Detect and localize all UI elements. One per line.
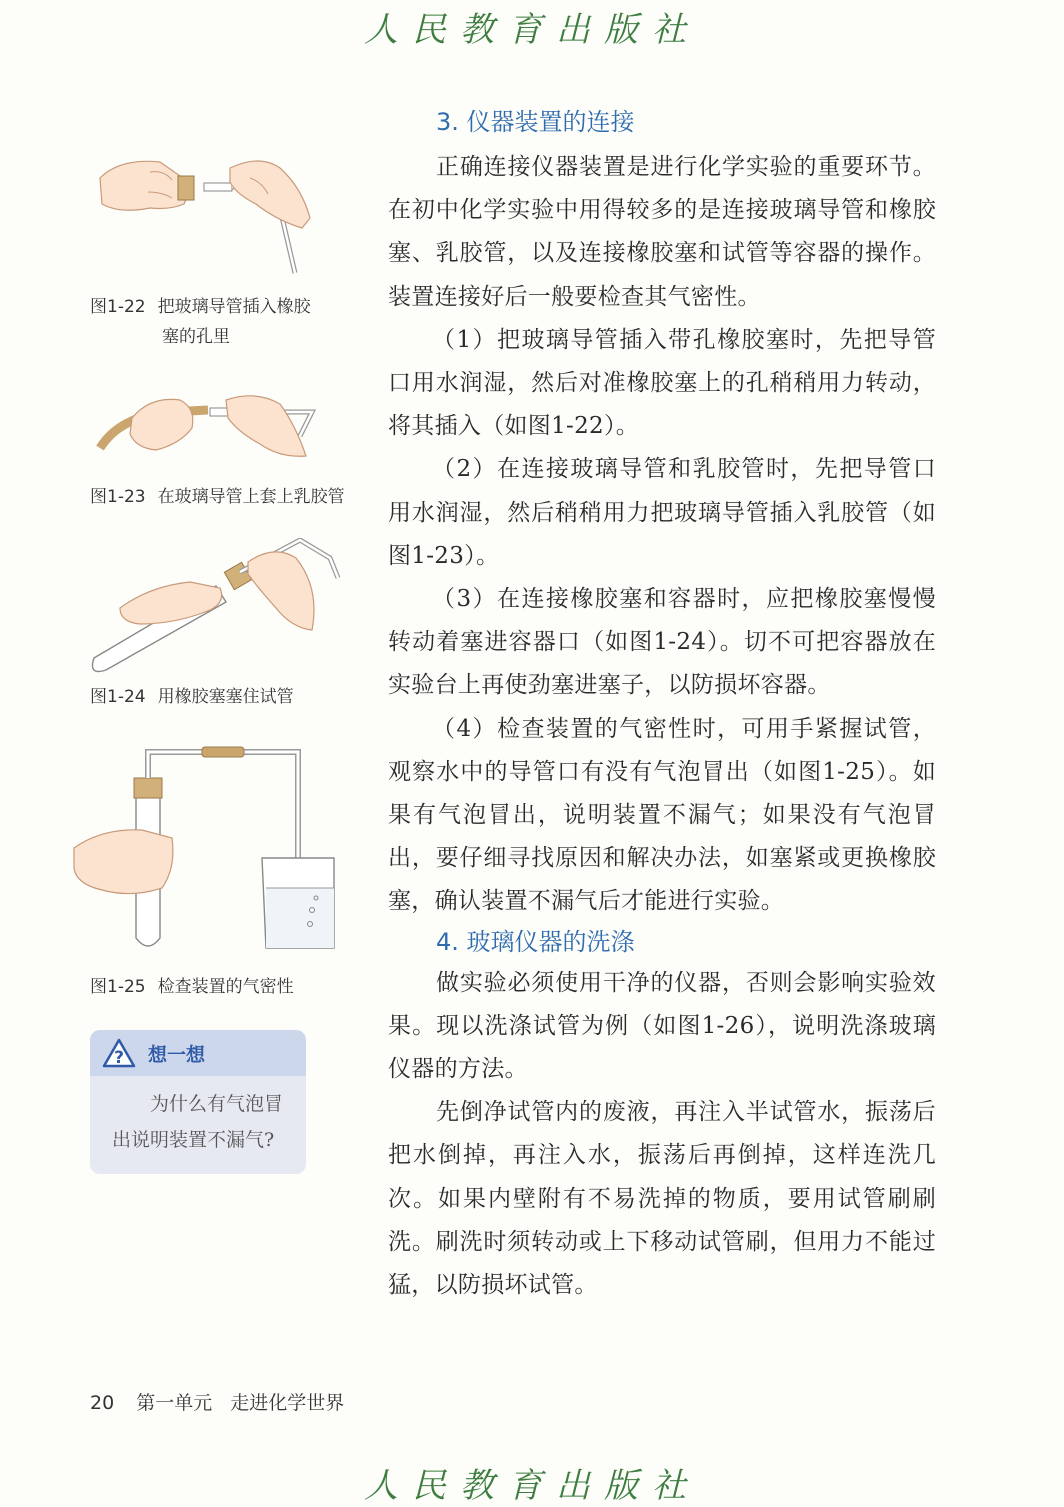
step-1: （1）把玻璃导管插入带孔橡胶塞时，先把导管口用水润湿，然后对准橡胶塞上的孔稍稍用力转动，将其插入（如图1-22）。	[388, 326, 936, 440]
svg-text:?: ?	[114, 1048, 124, 1068]
unit-label: 第一单元	[136, 1392, 213, 1414]
figure-1-24-number: 图1-24	[90, 687, 146, 707]
figure-1-22-caption-line1: 把玻璃导管插入橡胶	[157, 297, 311, 317]
step-4: （4）检查装置的气密性时，可用手紧握试管，观察水中的导管口有没有气泡冒出（如图1-25）。如果有气泡冒出，说明装置不漏气；如果没有气泡冒出，要仔细寻找原因和解决办法，如塞紧或更换橡胶塞，确认装置不漏气后才能进行实验。	[388, 715, 936, 915]
figure-1-22-caption	[90, 292, 311, 352]
step-2: （2）在连接玻璃导管和乳胶管时，先把导管口用水润湿，然后稍稍用力把玻璃导管插入乳胶管（如图1-23）。	[388, 456, 936, 569]
section-heading-4: 4. 玻璃仪器的洗涤	[436, 927, 635, 956]
figure-1-22-illustration	[80, 148, 320, 284]
question-warning-icon	[102, 1038, 136, 1068]
think-box-header	[90, 1030, 306, 1076]
think-box-title: 想一想	[148, 1043, 206, 1066]
figure-1-24-caption-text: 用橡胶塞塞住试管	[157, 687, 294, 707]
figure-1-24-illustration	[80, 538, 350, 678]
step-3: （3）在连接橡胶塞和容器时，应把橡胶塞慢慢转动着塞进容器口（如图1-24）。切不可把容器放在实验台上再使劲塞进塞子，以防损坏容器。	[388, 586, 936, 699]
think-box-question: 为什么有气泡冒出说明装置不漏气?	[112, 1093, 284, 1151]
section4-intro: 做实验必须使用干净的仪器，否则会影响实验效果。现以洗涤试管为例（如图1-26），说明洗涤玻璃仪器的方法。	[388, 969, 936, 1083]
main-text-column	[388, 104, 936, 1307]
figure-1-22-number: 图1-22	[90, 297, 146, 317]
publisher-logo-top: 人民教育出版社	[364, 10, 700, 50]
unit-title: 走进化学世界	[230, 1392, 345, 1414]
figure-1-23-illustration	[80, 386, 320, 472]
page-footer	[90, 1388, 344, 1415]
figure-1-25-illustration	[72, 738, 342, 958]
figure-1-25-caption	[90, 972, 294, 1002]
figure-1-23-caption	[90, 482, 345, 512]
section4-method: 先倒净试管内的废液，再注入半试管水，振荡后把水倒掉，再注入水，振荡后再倒掉，这样连洗几次。如果内壁附有不易洗掉的物质，要用试管刷刷洗。刷洗时须转动或上下移动试管刷，但用力不能过猛，以防损坏试管。	[388, 1099, 936, 1299]
figure-1-22-caption-line2: 塞的孔里	[162, 327, 230, 347]
page-number: 20	[90, 1392, 115, 1414]
figure-1-23-caption-text: 在玻璃导管上套上乳胶管	[157, 487, 345, 507]
figure-1-25-caption-text: 检查装置的气密性	[157, 977, 294, 997]
section-heading-3: 3. 仪器装置的连接	[436, 108, 635, 136]
section3-intro: 正确连接仪器装置是进行化学实验的重要环节。在初中化学实验中用得较多的是连接玻璃导管和橡胶塞、乳胶管，以及连接橡胶塞和试管等容器的操作。装置连接好后一般要检查其气密性。	[388, 154, 936, 310]
think-box	[90, 1030, 306, 1174]
figure-1-23-number: 图1-23	[90, 487, 146, 507]
figure-1-25-number: 图1-25	[90, 977, 146, 997]
publisher-logo-bottom: 人民教育出版社	[364, 1466, 700, 1506]
figure-1-24-caption	[90, 682, 294, 712]
